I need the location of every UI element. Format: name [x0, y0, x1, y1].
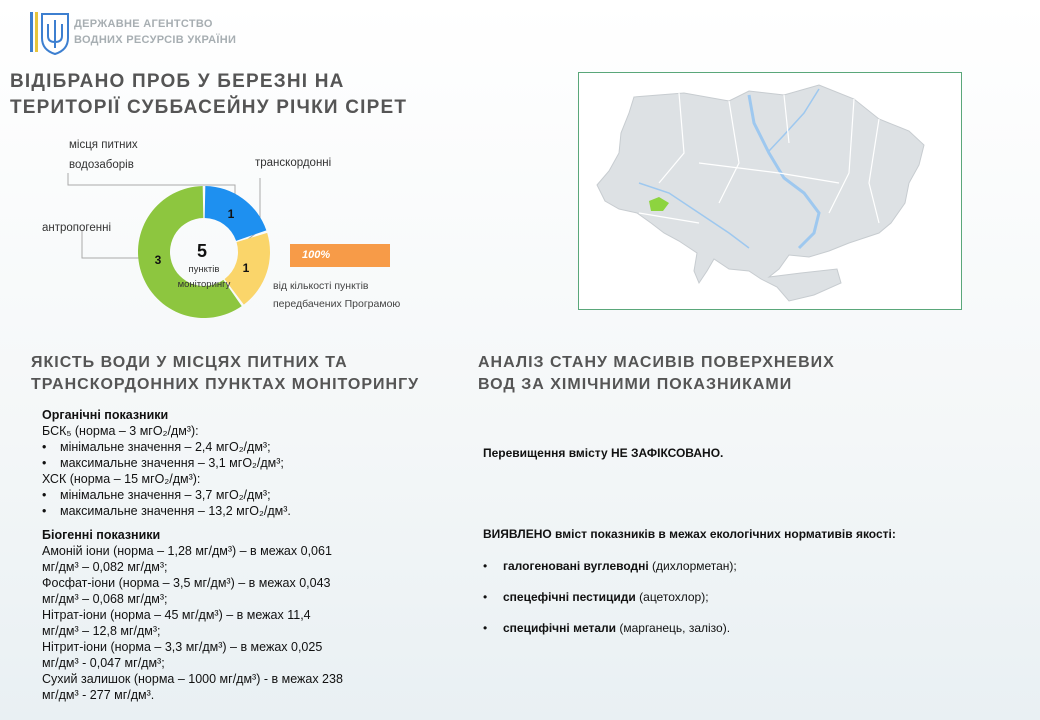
no-exceedance-text: Перевищення вмісту НЕ ЗАФІКСОВАНО. — [483, 446, 724, 460]
ammonium-line-2: мг/дм³ – 0,082 мг/дм³; — [42, 560, 168, 574]
hsk-norm: ХСК (норма – 15 мгО₂/дм³): — [42, 472, 201, 486]
residue-line-1: Сухий залишок (норма – 1000 мг/дм³) - в межах 238 — [42, 672, 343, 686]
water-quality-details — [42, 407, 412, 703]
biogenic-title: Біогенні показники — [42, 528, 161, 542]
coverage-note-line-2: передбачених Програмою — [273, 298, 401, 310]
center-number: 5 — [196, 241, 208, 261]
title-line-2: ТЕРИТОРІЇ СУББАСЕЙНУ РІЧКИ СІРЕТ — [10, 97, 408, 118]
agency-line-1: ДЕРЖАВНЕ АГЕНТСТВО — [74, 18, 213, 30]
right-section-heading — [478, 352, 898, 396]
hsk-max: максимальне значення – 13,2 мгО₂/дм³. — [60, 504, 291, 518]
hsk-min-item — [42, 487, 412, 503]
value-water: 1 — [227, 207, 235, 221]
item-bold: спецефічні пестициди — [503, 590, 636, 604]
left-heading-line-1: ЯКІСТЬ ВОДИ У МІСЦЯХ ПИТНИХ ТА — [31, 354, 348, 371]
item-bold: галогеновані вуглеводні — [503, 559, 649, 573]
value-transboundary: 1 — [242, 261, 250, 275]
bsk-min: мінімальне значення – 2,4 мгО₂/дм³; — [60, 440, 271, 454]
callout-water-line-1: місця питних — [69, 139, 138, 151]
phosphate-line-2: мг/дм³ – 0,068 мг/дм³; — [42, 592, 168, 606]
callout-water-intake — [69, 135, 138, 175]
donut-segment-0 — [205, 186, 267, 241]
nitrite-line-2: мг/дм³ - 0,047 мг/дм³; — [42, 656, 165, 670]
bsk-max: максимальне значення – 3,1 мгО₂/дм³; — [60, 456, 284, 470]
ukraine-land — [597, 85, 924, 301]
hsk-max-item — [42, 503, 412, 519]
right-heading-line-2: ВОД ЗА ХІМІЧНИМИ ПОКАЗНИКАМИ — [478, 376, 793, 393]
callout-transboundary: транскордонні — [255, 157, 332, 169]
phosphate-line-1: Фосфат-іони (норма – 3,5 мг/дм³) – в межах 0,043 — [42, 576, 331, 590]
organic-title: Органічні показники — [42, 408, 169, 422]
bsk-min-item — [42, 439, 412, 455]
coverage-note — [273, 277, 443, 313]
left-heading-line-2: ТРАНСКОРДОННИХ ПУНКТАХ МОНІТОРИНГУ — [31, 376, 420, 393]
right-heading-line-1: АНАЛІЗ СТАНУ МАСИВІВ ПОВЕРХНЕВИХ — [478, 354, 835, 371]
bsk-max-item — [42, 455, 412, 471]
item-rest: (дихлорметан); — [648, 559, 737, 573]
center-label-2: моніторингу — [177, 279, 231, 290]
detected-list — [483, 558, 737, 651]
nitrate-line-1: Нітрат-іони (норма – 45 мг/дм³) – в межах 11,4 — [42, 608, 311, 622]
callout-water-line-2: водозаборів — [69, 159, 134, 171]
detected-text: ВИЯВЛЕНО вміст показників в межах екологічних нормативів якості: — [483, 527, 896, 541]
residue-line-2: мг/дм³ - 277 мг/дм³. — [42, 688, 155, 702]
ammonium-line-1: Амоній іони (норма – 1,28 мг/дм³) – в межах 0,061 — [42, 544, 332, 558]
ukraine-map-graphic — [579, 73, 961, 309]
left-section-heading — [31, 352, 461, 396]
item-bold: специфічні метали — [503, 621, 617, 635]
list-item — [483, 558, 737, 574]
list-item — [483, 589, 737, 605]
item-rest: (ацетохлор); — [635, 590, 709, 604]
center-label-1: пунктів — [188, 264, 220, 275]
hsk-min: мінімальне значення – 3,7 мгО₂/дм³; — [60, 488, 271, 502]
nitrite-line-1: Нітрит-іони (норма – 3,3 мг/дм³) – в межах 0,025 — [42, 640, 323, 654]
agency-line-2: ВОДНИХ РЕСУРСІВ УКРАЇНИ — [74, 34, 237, 46]
coverage-note-line-1: від кількості пунктів — [273, 280, 369, 292]
nitrate-line-2: мг/дм³ – 12,8 мг/дм³; — [42, 624, 161, 638]
ukraine-map — [578, 72, 962, 310]
monitoring-donut-chart — [132, 180, 277, 325]
value-anthropogenic: 3 — [154, 253, 162, 267]
bsk-norm: БСК₅ (норма – 3 мгО₂/дм³): — [42, 424, 199, 438]
coverage-percent-bar: 100% — [290, 244, 390, 267]
callout-anthropogenic: антропогенні — [42, 222, 112, 234]
title-line-1: ВІДІБРАНО ПРОБ У БЕРЕЗНІ НА — [10, 71, 345, 92]
list-item — [483, 620, 737, 636]
item-rest: (марганець, залізо). — [616, 621, 731, 635]
